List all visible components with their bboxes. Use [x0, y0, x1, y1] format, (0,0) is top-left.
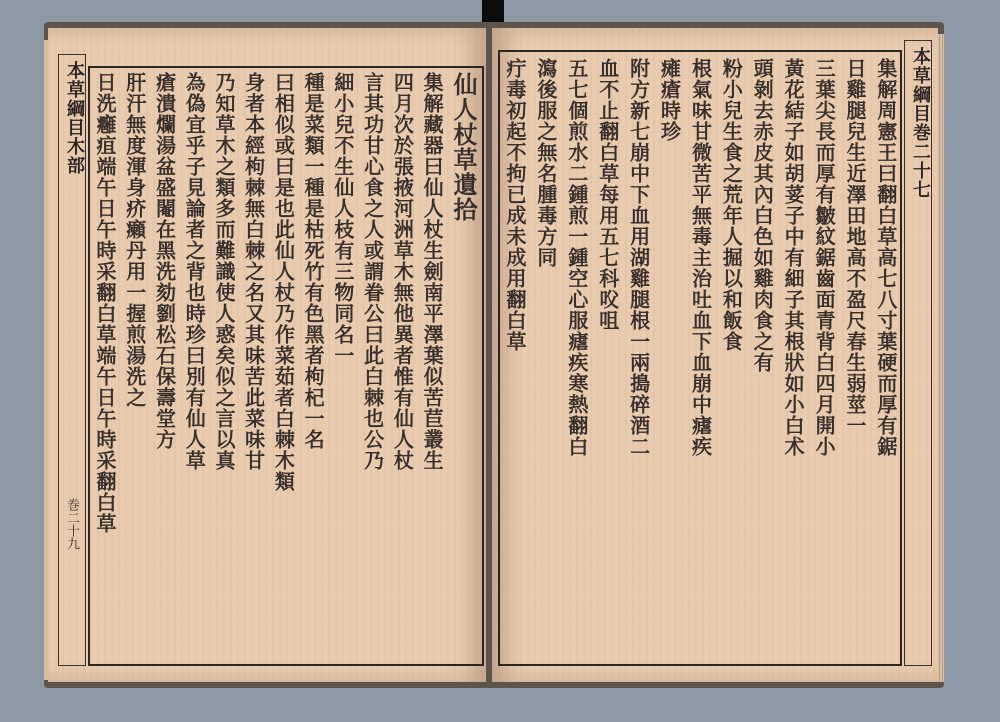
left-text-columns	[94, 72, 476, 656]
text-column: 日雞腿兒生近澤田地高不盈尺春生弱莖一	[842, 58, 867, 436]
right-text-columns	[504, 58, 896, 654]
right-margin-title-text: 本草綱目巻二十七	[910, 47, 931, 199]
right-page	[492, 28, 938, 682]
text-column: 身者本經枸棘無白棘之名又其味苦此菜味甘	[241, 72, 266, 471]
left-margin-title-text: 本草綱目木部	[64, 61, 85, 175]
text-column: 肝汗無度渾身疥癩丹用一握煎湯洗之	[122, 72, 147, 408]
text-column: 瀉後服之無名腫毒方同	[533, 58, 558, 268]
left-margin-title	[58, 54, 86, 666]
text-column: 言其功甘心食之人或謂眷公曰此白棘也公乃	[360, 72, 385, 471]
text-column: 根氣味甘微苦平無毒主治吐血下血崩中瘧疾	[688, 58, 713, 457]
text-column: 五七個煎水二鍾煎一鍾空心服瘧疾寒熱翻白	[564, 58, 589, 457]
text-column: 瘡潰爛湯盆盛閹在黑洗劾劉松石保壽堂方	[152, 72, 177, 450]
text-column: 種是菜類一種是枯死竹有色黑者枸杞一名	[301, 72, 326, 450]
text-column: 粉小兒生食之荒年人掘以和飯食	[719, 58, 744, 352]
text-column: 集解周憲王曰翻白草高七八寸葉硬而厚有鋸	[873, 58, 898, 457]
text-column: 三葉尖長而厚有皺紋鋸齒面青背白四月開小	[812, 58, 837, 457]
text-column: 細小兒不生仙人枝有三物同名一	[330, 72, 355, 366]
text-column: 曰相似或曰是也此仙人杖乃作菜茹者白棘木類	[271, 72, 296, 492]
text-column: 血不止翻白草每用五七科㕮咀	[595, 58, 620, 331]
text-column: 乃知草木之類多而難識使人惑矣似之言以真	[211, 72, 236, 471]
text-column: 日洗癰疽端午日午時采翻白草端午日午時采翻白草	[93, 72, 117, 534]
text-column: 頭剝去赤皮其內白色如雞肉食之有	[750, 58, 775, 373]
left-page	[48, 28, 486, 682]
text-column: 集解藏器曰仙人杖生劍南平澤葉似苦苣叢生	[420, 72, 445, 471]
text-column: 仙人杖草遺拾	[449, 72, 478, 222]
text-column: 附方新七崩中下血用湖雞腿根一兩搗碎酒二	[626, 58, 651, 457]
text-column: 黃花結子如胡荽子中有細子其根狀如小白术	[781, 58, 806, 457]
text-column: 為偽宜乎子見論者之背也時珍曰別有仙人草	[182, 72, 207, 471]
right-margin-title	[904, 40, 932, 666]
left-volume-marker: 巻二十九	[64, 498, 79, 550]
text-column: 疔毒初起不拘已成未成用翻白草	[503, 58, 527, 352]
text-column: 四月次於張掖河洲草木無他異者惟有仙人杖	[390, 72, 415, 471]
text-column: 瘫瘡時珍	[657, 58, 682, 142]
